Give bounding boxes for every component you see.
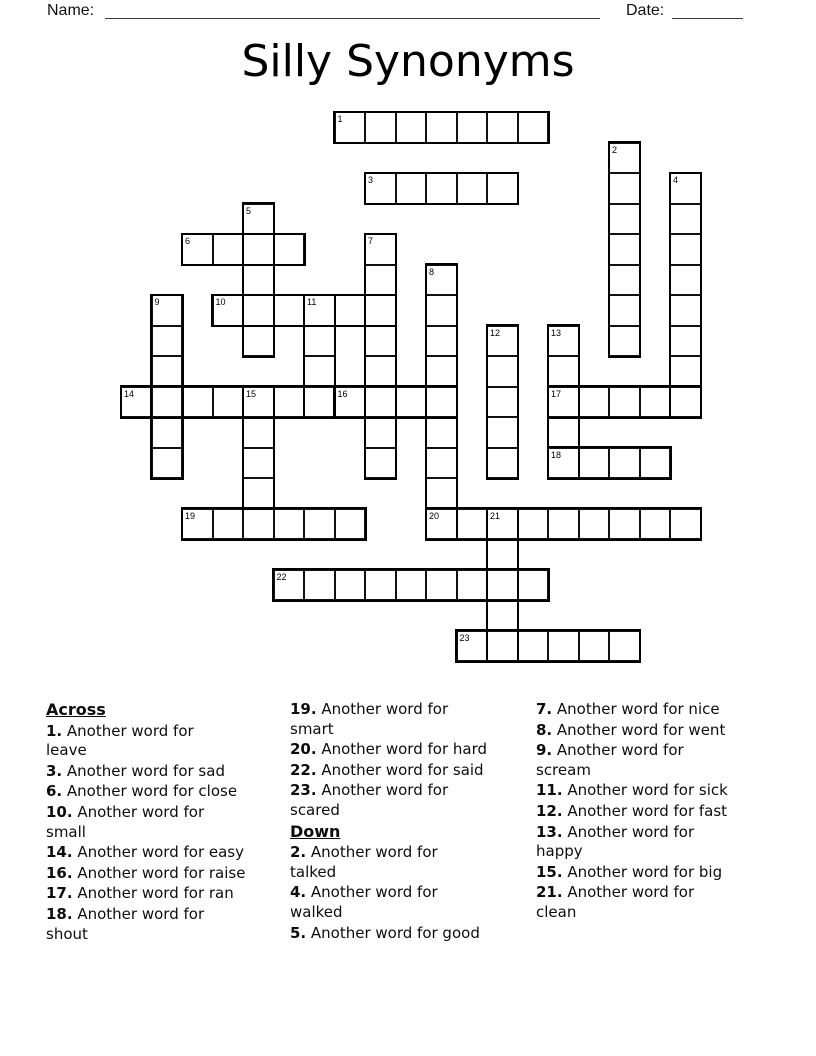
cell-number: 7 [368,236,374,246]
clue-number: 3. [46,761,63,780]
clue-number: 14. [46,843,73,862]
cell-number: 23 [459,632,470,643]
clue-item: 20. Another word for hard [290,740,487,759]
clue-item: 23. Another word for scared [290,781,449,819]
clue-item: 21. Another word for clean [536,883,695,921]
clue-item: 9. Another word for scream [536,741,684,779]
clue-number: 15. [536,862,563,881]
clue-number: 11. [536,781,563,800]
word-outline [120,385,337,419]
cell-number: 12 [490,327,501,338]
clue-number: 2. [290,843,307,862]
clue-item: 4. Another word for walked [290,883,438,921]
clue-number: 22. [290,760,317,779]
clue-number: 9. [536,741,553,760]
clue-item: 5. Another word for good [290,923,480,942]
clue-item: 8. Another word for went [536,720,726,739]
clue-number: 23. [290,781,317,800]
cell-number: 4 [673,175,679,185]
clue-number: 12. [536,801,563,820]
across-heading: Across [46,700,106,719]
clue-number: 10. [46,802,73,821]
clue-item: 19. Another word for smart [290,700,449,738]
word-outline [547,385,703,419]
cell-number: 18 [551,449,562,460]
word-outline [242,202,276,358]
clue-item: 3. Another word for sad [46,761,225,780]
page-title: Silly Synonyms [241,36,575,87]
clue-number: 20. [290,740,317,759]
clue-item: 18. Another word for shout [46,904,205,943]
cell-number: 8 [429,266,435,277]
clue-item: 11. Another word for sick [536,781,728,800]
clue-item: 16. Another word for raise [46,863,246,882]
clue-item: 12. Another word for fast [536,801,728,820]
clue-number: 13. [536,822,563,841]
name-label: Name: [47,2,95,19]
clue-number: 16. [46,863,73,882]
clue-item: 15. Another word for big [536,862,723,881]
date-label: Date: [626,2,665,19]
cell-number: 22 [276,571,287,582]
clue-item: 13. Another word for happy [536,822,695,861]
clue-number: 19. [290,700,317,718]
clue-number: 18. [46,904,73,923]
cell-number: 9 [154,297,160,307]
clue-number: 21. [536,883,563,902]
cell-number: 1 [337,114,343,124]
clue-item: 6. Another word for close [46,782,238,801]
word-outline [181,233,306,267]
cell-number: 14 [124,388,135,399]
word-outline [364,172,520,206]
clue-item: 2. Another word for talked [290,843,438,881]
cell-number: 3 [368,175,374,185]
cell-number: 20 [429,510,440,521]
cell-number: 21 [490,510,501,521]
word-outline [242,385,276,510]
clue-number: 6. [46,782,63,801]
clue-number: 1. [46,721,63,740]
cell-number: 11 [307,297,317,307]
cell-number: 19 [185,510,196,521]
word-outline [272,568,550,602]
word-outline [486,324,520,480]
cell-number: 17 [551,388,562,399]
clue-item: 14. Another word for easy [46,843,244,862]
clue-item: 10. Another word for small [46,802,205,841]
clue-item: 7. Another word for nice [536,700,720,718]
clue-number: 17. [46,884,73,903]
clue-column-1 [46,700,286,945]
clue-number: 4. [290,883,307,902]
word-outline [181,507,367,541]
clue-item: 17. Another word for ran [46,884,234,903]
cell-number: 13 [551,327,562,338]
word-outline [333,385,458,419]
clue-number: 7. [536,700,553,718]
word-outline [333,111,550,145]
word-outline [455,629,641,663]
cell-number: 10 [215,297,226,307]
cell-number: 2 [612,144,618,155]
down-heading: Down [290,821,341,841]
clue-number: 5. [290,923,307,942]
cell-number: 15 [246,388,257,399]
word-outline [669,172,703,419]
cell-number: 16 [337,388,348,399]
word-outline [425,507,703,541]
clue-column-2 [290,700,538,944]
word-outline [547,446,672,480]
clue-item: 22. Another word for said [290,760,484,779]
word-outline [364,233,398,480]
cell-number: 6 [185,236,191,246]
clue-item: 1. Another word for leave [46,721,194,760]
word-outline [608,141,642,358]
cell-number: 5 [246,205,252,216]
clue-number: 8. [536,720,553,739]
clue-column-3 [536,700,798,924]
